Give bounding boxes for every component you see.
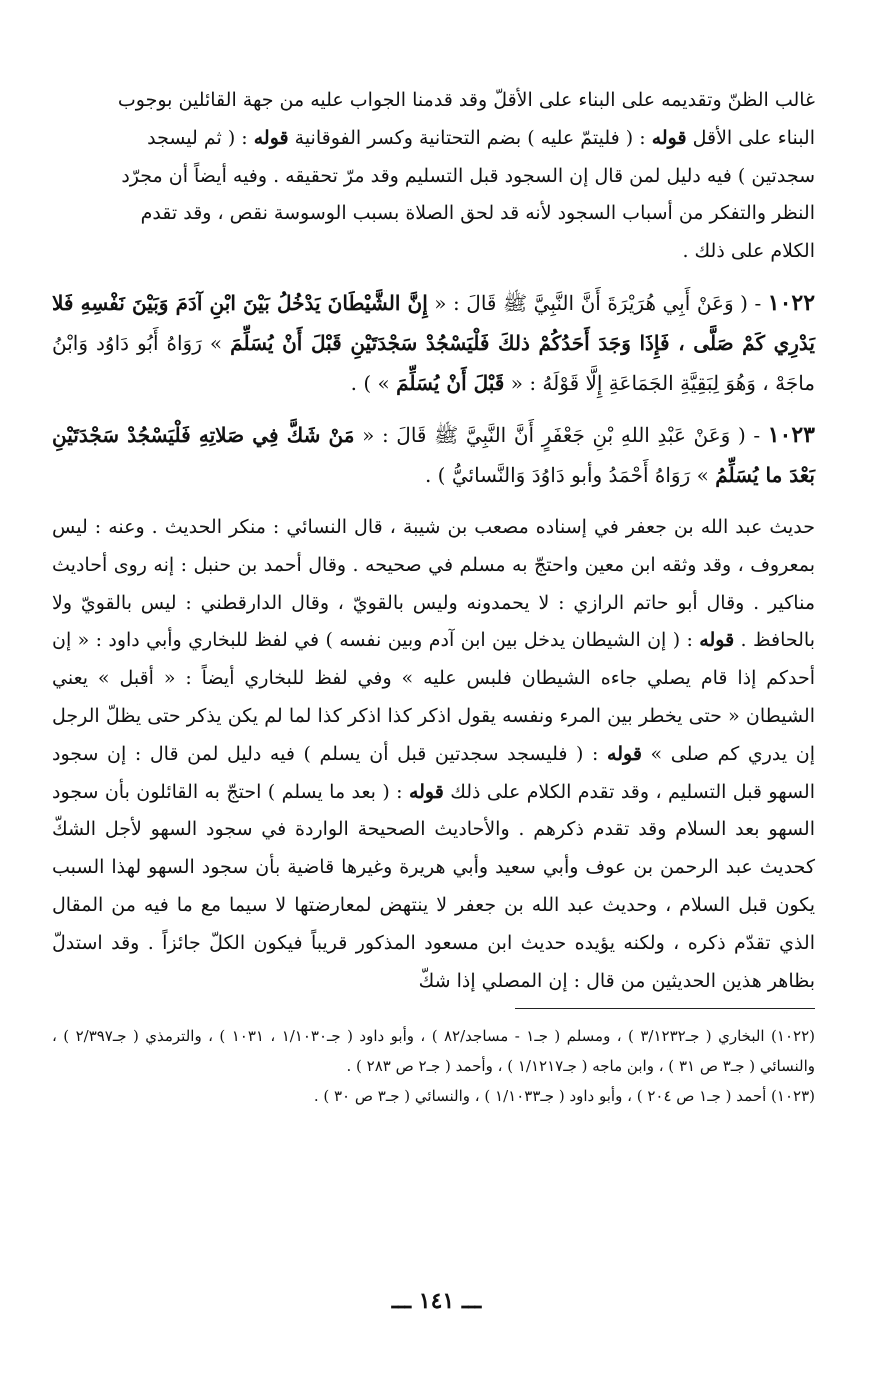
qawluhu-keyword: قوله [699, 629, 735, 652]
text-run: : ( إن الشيطان يدخل بين ابن آدم وبين نفسه ) في لفظ للبخاري وأبي داود : « إن أحدكم إذا قام يصلي جاءه الشيطان فلبس عليه » وفي لفظ للبخاري أيضاً : « أقبل » يعني الشيطان « حتى يخطر بين المرء ونفسه يقول اذكر كذا اذكر كذا لما لم يكن يذكر حتى يظلّ الرجل إن يدري كم صلى » [52, 629, 815, 765]
hadith-number: ١٠٢٣ [767, 421, 815, 448]
commentary-line [52, 120, 815, 158]
hadith-quote: قَبْلَ أَنْ يُسَلِّمَ [396, 370, 505, 395]
hadith-number: ١٠٢٢ [767, 289, 816, 316]
footnote-1023: (١٠٢٣) أحمد ( جـ١ ص ٢٠٤ ) ، وأبو داود ( جـ١/١٠٣٣ ) ، والنسائي ( جـ٣ ص ٣٠ ) . [313, 1087, 815, 1106]
text-run: : ( فليتمّ عليه ) بضم التحتانية وكسر الفوقانية [288, 126, 652, 149]
page-number: ـــ ١٤١ ـــ [391, 1288, 482, 1314]
qawluhu-keyword: قوله [253, 126, 289, 149]
qawluhu-keyword: قوله [408, 780, 444, 803]
commentary-line: غالب الظنّ وتقديمه على البناء على الأقلّ وقد قدمنا الجواب عليه من جهة القائلين بوجوب [117, 89, 815, 111]
footnotes [52, 1021, 815, 1111]
commentary-line: الكلام على ذلك . [682, 240, 815, 263]
hadith-matn: مَنْ شَكَّ فِي صَلاتِهِ فَلْيَسْجُدْ سَجْدَتَيْنِ بَعْدَ ما يُسَلِّمُ [52, 422, 815, 487]
text-run: : ( بعد ما يسلم ) احتجّ به القائلون بأن سجود السهو بعد السلام وقد تقدم ذكرهم . والأحاديث الصحيحة الواردة في سجود السهو لأجل الشكّ كحديث عبد الرحمن بن عوف وأبي سعيد وأبي هريرة وغيرها قاضية بأن سجود السهو لهذا السبب يكون قبل السلام ، وحديث عبد الله بن جعفر لا ينتهض لمعارضتها لا سيما مع ما فيه من المقال الذي تقدّم ذكره ، ولكنه يؤيده حديث ابن مسعود المذكور قريباً فيكون الكلّ جائزاً . وقد استدلّ بظاهر هذين الحديثين من قال : إن المصلي إذا شكّ [52, 780, 815, 992]
commentary-continuation [52, 82, 815, 271]
commentary-paragraph [52, 509, 815, 1000]
text-run: : ( ثم ليسجد [147, 126, 254, 149]
text-run: البناء على الأقل [686, 126, 815, 149]
hadith-takhrij: » رَوَاهُ أَحْمَدُ وأبو دَاوُدَ وَالنَّسائيُّ ) . [424, 462, 716, 487]
footnote-divider [515, 1008, 815, 1009]
footnote-1022: (١٠٢٢) البخاري ( جـ٣/١٢٣٢ ) ، ومسلم ( جـ١ - مساجد/٨٢ ) ، وأبو داود ( جـ١/١٠٣٠ ، ١٠٣١ ) ، والترمذي ( جـ٢/٣٩٧ ) ، والنسائي ( جـ٣ ص ٣١ ) ، وابن ماجه ( جـ١/١٢١٧ ) ، وأحمد ( جـ٢ ص ٢٨٣ ) . [52, 1027, 815, 1076]
page-body [52, 82, 815, 1377]
commentary-line: النظر والتفكر من أسباب السجود لأنه قد لحق الصلاة بسبب الوسوسة نقص ، وقد تقدم [140, 202, 815, 225]
commentary-line: سجدتين ) فيه دليل لمن قال إن السجود قبل التسليم وقد مرّ تحقيقه . وفيه أيضاً أن مجرّد [121, 164, 815, 187]
hadith-takhrij: » رَوَاهُ أَبُو دَاوُد وَابْنُ ماجَهْ ، وَهُوَ لِبَقِيَّةِ الجَمَاعَةِ إِلَّا قَوْلَهُ : « [52, 330, 815, 395]
qawluhu-keyword: قوله [607, 742, 642, 765]
hadith-intro: - ( وَعَنْ أَبِي هُرَيْرَةَ أَنَّ النَّبِيَّ ﷺ قَالَ : « [427, 290, 768, 315]
hadith-1022 [52, 283, 815, 403]
text-run: : ( فليسجد سجدتين قبل أن يسلم ) فيه دليل لمن قال : إن سجود السهو قبل التسليم ، وقد تقدم الكلام على ذلك [52, 742, 815, 803]
hadith-matn: إِنَّ الشَّيْطَانَ يَدْخُلُ بَيْنَ ابْنِ آدَمَ وَبَيْنَ نَفْسِهِ فَلا يَدْرِي كَمْ صَلَّى ، فَإِذَا وَجَدَ أَحَدُكُمْ ذلكَ فَلْيَسْجُدْ سَجْدَتَيْنِ قَبْلَ أَنْ يُسَلِّمَ [52, 290, 815, 355]
hadith-intro: - ( وَعَنْ عَبْدِ اللهِ بْنِ جَعْفَرٍ أَنَّ النَّبِيَّ ﷺ قَالَ : « [354, 422, 768, 447]
hadith-end: » ) . [350, 370, 397, 395]
text-run: حديث عبد الله بن جعفر في إسناده مصعب بن شيبة ، قال النسائي : منكر الحديث . وعنه : ليس بمعروف ، وقد وثقه ابن معين واحتجّ به مسلم في صحيحه . وقال أحمد بن حنبل : إنه روى أحاديث مناكير . وقال أبو حاتم الرازي : لا يحمدونه وليس بالقويّ ، وقال الدارقطني : ليس بالقويّ ولا بالحافظ . [52, 515, 816, 652]
hadith-1023 [52, 415, 815, 495]
qawluhu-keyword: قوله [651, 126, 687, 149]
